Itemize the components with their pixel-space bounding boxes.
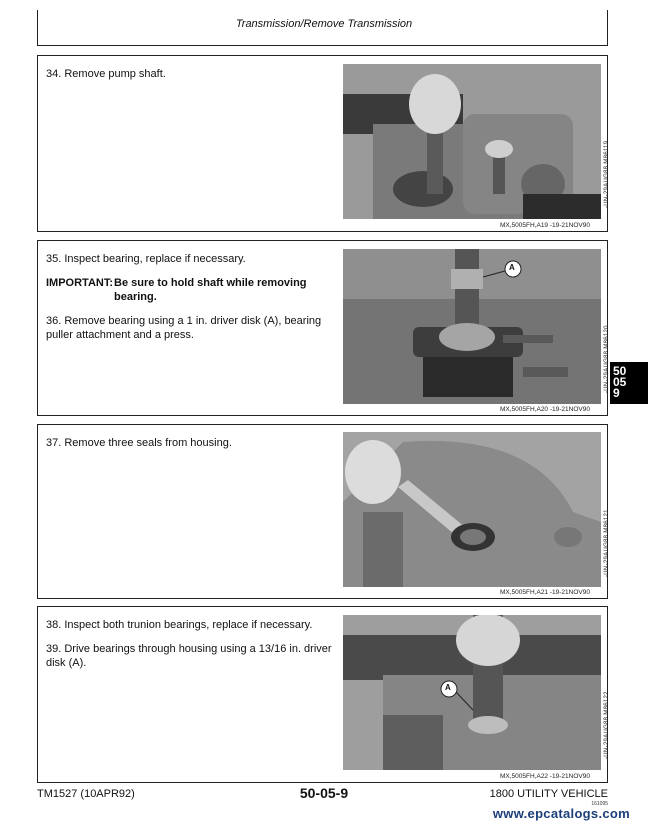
- section-title: Transmission/Remove Transmission: [235, 18, 413, 30]
- callout-a: A: [509, 263, 515, 272]
- thumb-tab-line-1: 50: [613, 364, 627, 378]
- step-36-text: 36. Remove bearing using a 1 in. driver disk (A), bearing puller attachment and a press.: [46, 315, 322, 341]
- photo-caption: MX,5005FH,A20 -19-21NOV90: [500, 406, 590, 413]
- step-37-text: 37. Remove three seals from housing.: [46, 437, 232, 449]
- footer-code: 161095: [591, 801, 608, 807]
- trunion-bearing-photo: [343, 615, 601, 770]
- step-panel-38-39: [37, 606, 608, 783]
- thumb-tab-line-3: 9: [613, 386, 620, 400]
- bearing-press-photo: [343, 249, 601, 404]
- important-line-1: Be sure to hold shaft while removing: [114, 277, 307, 289]
- pump-shaft-photo: [343, 64, 601, 219]
- important-note: [46, 276, 336, 304]
- step-text: [46, 67, 336, 91]
- page-number: 50-05-9: [299, 785, 349, 801]
- callout-a: A: [445, 683, 451, 692]
- vehicle-name: 1800 UTILITY VEHICLE: [489, 788, 608, 800]
- important-line-2: bearing.: [114, 291, 157, 303]
- photo-caption: MX,5005FH,A19 -19-21NOV90: [500, 222, 590, 229]
- photo-id: -UN-29AUG88 M86121: [604, 509, 610, 577]
- important-label: IMPORTANT:: [46, 277, 114, 289]
- step-38-text: 38. Inspect both trunion bearings, replace if necessary.: [46, 619, 313, 631]
- step-39-text: 39. Drive bearings through housing using a 13/16 in. driver disk (A).: [46, 643, 332, 669]
- manual-id: TM1527 (10APR92): [37, 788, 135, 800]
- watermark: www.epcatalogs.com: [492, 806, 630, 821]
- step-panel-37: [37, 424, 608, 599]
- step-panel-34: [37, 55, 608, 232]
- step-text: [46, 436, 336, 460]
- seal-removal-photo: [343, 432, 601, 587]
- step-text: [46, 618, 336, 680]
- step-35-text: 35. Inspect bearing, replace if necessary.: [46, 253, 246, 265]
- step-34-text: 34. Remove pump shaft.: [46, 68, 166, 80]
- photo-caption: MX,5005FH,A21 -19-21NOV90: [500, 589, 590, 596]
- thumb-tab-line-2: 05: [613, 375, 627, 389]
- photo-id: -UN-29AUG88 M86120: [604, 325, 610, 393]
- step-panel-35-36: [37, 240, 608, 416]
- step-text: [46, 252, 336, 352]
- photo-id: -UN-29AUG88 M86122: [604, 691, 610, 759]
- photo-id: -UN-29AUG88 M86119: [604, 140, 610, 208]
- photo-caption: MX,5005FH,A22 -19-21NOV90: [500, 773, 590, 780]
- section-thumb-tab: [610, 362, 648, 404]
